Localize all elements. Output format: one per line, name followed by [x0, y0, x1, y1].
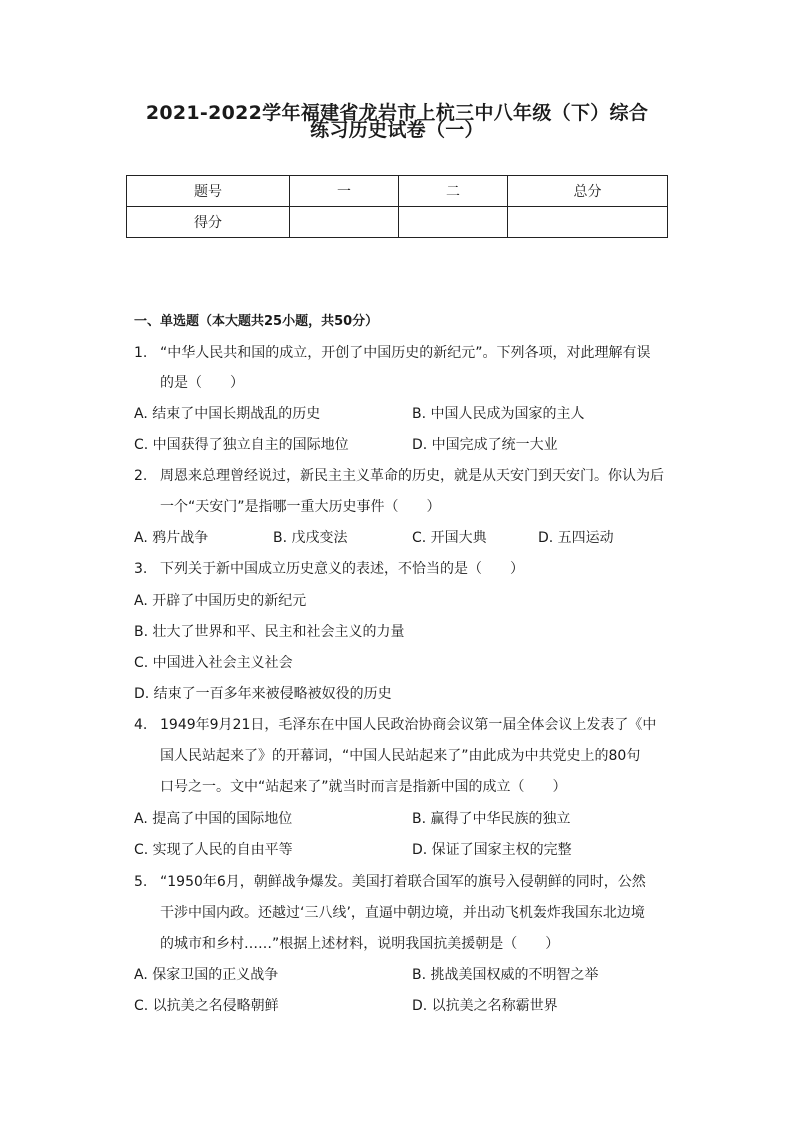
- question-1-option-b: B. 中国人民成为国家的主人: [412, 406, 585, 422]
- question-4-line-2: 国人民站起来了》的开幕词，“中国人民站起来了”由此成为中共党史上的80句: [160, 748, 641, 764]
- score-table-cell: [290, 207, 399, 238]
- question-4-option-a: A. 提高了中国的国际地位: [134, 811, 293, 827]
- question-4-line-3: 口号之一。文中“站起来了”就当时而言是指新中国的成立（ ）: [160, 779, 567, 795]
- question-5-option-c: C. 以抗美之名侵略朝鲜: [134, 998, 279, 1014]
- question-4-option-d: D. 保证了国家主权的完整: [412, 842, 572, 858]
- question-5-option-d: D. 以抗美之名称霸世界: [412, 998, 558, 1014]
- document-title-line-2: 练习历史试卷（一）: [310, 119, 484, 141]
- question-number: 1.: [134, 345, 148, 361]
- question-1-option-d: D. 中国完成了统一大业: [412, 437, 558, 453]
- question-number: 3.: [134, 561, 148, 577]
- score-table-header-cell: 二: [399, 176, 508, 207]
- score-table-row: [127, 207, 668, 238]
- question-4-option-c: C. 实现了人民的自由平等: [134, 842, 293, 858]
- question-2-option-a: A. 鸦片战争: [134, 530, 209, 546]
- question-2-line-1: [134, 465, 664, 485]
- question-stem: 周恩来总理曾经说过，新民主主义革命的历史，就是从天安门到天安门。你认为后: [160, 468, 664, 484]
- question-5-option-a: A. 保家卫国的正义战争: [134, 967, 279, 983]
- question-3-option-b: B. 壮大了世界和平、民主和社会主义的力量: [134, 624, 405, 640]
- question-4-option-b: B. 赢得了中华民族的独立: [412, 811, 571, 827]
- score-table-header-row: [127, 176, 668, 207]
- question-3-option-d: D. 结束了一百多年来被侵略被奴役的历史: [134, 686, 392, 702]
- question-3-option-c: C. 中国进入社会主义社会: [134, 655, 293, 671]
- question-stem: 下列关于新中国成立历史意义的表述，不恰当的是（ ）: [160, 561, 524, 577]
- score-table-header-cell: 一: [290, 176, 399, 207]
- section-heading: 一、单选题（本大题共25小题，共50分）: [134, 314, 379, 329]
- question-stem: 1949年9月21日，毛泽东在中国人民政治协商会议第一届全体会议上发表了《中: [160, 717, 657, 733]
- question-5-line-2: 干涉中国内政。还越过‘三八线’，直逼中朝边境，并出动飞机轰炸我国东北边境: [160, 905, 645, 921]
- score-table-cell: 得分: [127, 207, 290, 238]
- question-number: 4.: [134, 717, 148, 733]
- question-number: 2.: [134, 468, 148, 484]
- score-table-header-cell: 题号: [127, 176, 290, 207]
- question-2-option-b: B. 戊戌变法: [273, 530, 348, 546]
- question-stem: “1950年6月，朝鲜战争爆发。美国打着联合国军的旗号入侵朝鲜的同时，公然: [160, 874, 646, 890]
- question-3-line-1: [134, 558, 524, 578]
- question-1-option-a: A. 结束了中国长期战乱的历史: [134, 406, 321, 422]
- score-table: [126, 175, 668, 238]
- question-1-line-1: [134, 342, 651, 362]
- question-1-line-2: 的是（ ）: [160, 375, 244, 391]
- question-3-option-a: A. 开辟了中国历史的新纪元: [134, 593, 307, 609]
- score-table-cell: [399, 207, 508, 238]
- document-title-line-1: 2021-2022学年福建省龙岩市上杭三中八年级（下）综合: [145, 102, 649, 124]
- question-4-line-1: [134, 714, 656, 734]
- question-1-option-c: C. 中国获得了独立自主的国际地位: [134, 437, 349, 453]
- question-5-line-3: 的城市和乡村……”根据上述材料，说明我国抗美援朝是（ ）: [160, 936, 560, 952]
- question-5-line-1: [134, 871, 646, 891]
- question-2-option-c: C. 开国大典: [412, 530, 487, 546]
- question-2-option-d: D. 五四运动: [538, 530, 614, 546]
- score-table-header-cell: 总分: [508, 176, 668, 207]
- question-5-option-b: B. 挑战美国权威的不明智之举: [412, 967, 599, 983]
- score-table-cell: [508, 207, 668, 238]
- question-stem: “中华人民共和国的成立，开创了中国历史的新纪元”。下列各项，对此理解有误: [160, 345, 651, 361]
- question-number: 5.: [134, 874, 148, 890]
- question-2-line-2: 一个“天安门”是指哪一重大历史事件（ ）: [160, 499, 441, 515]
